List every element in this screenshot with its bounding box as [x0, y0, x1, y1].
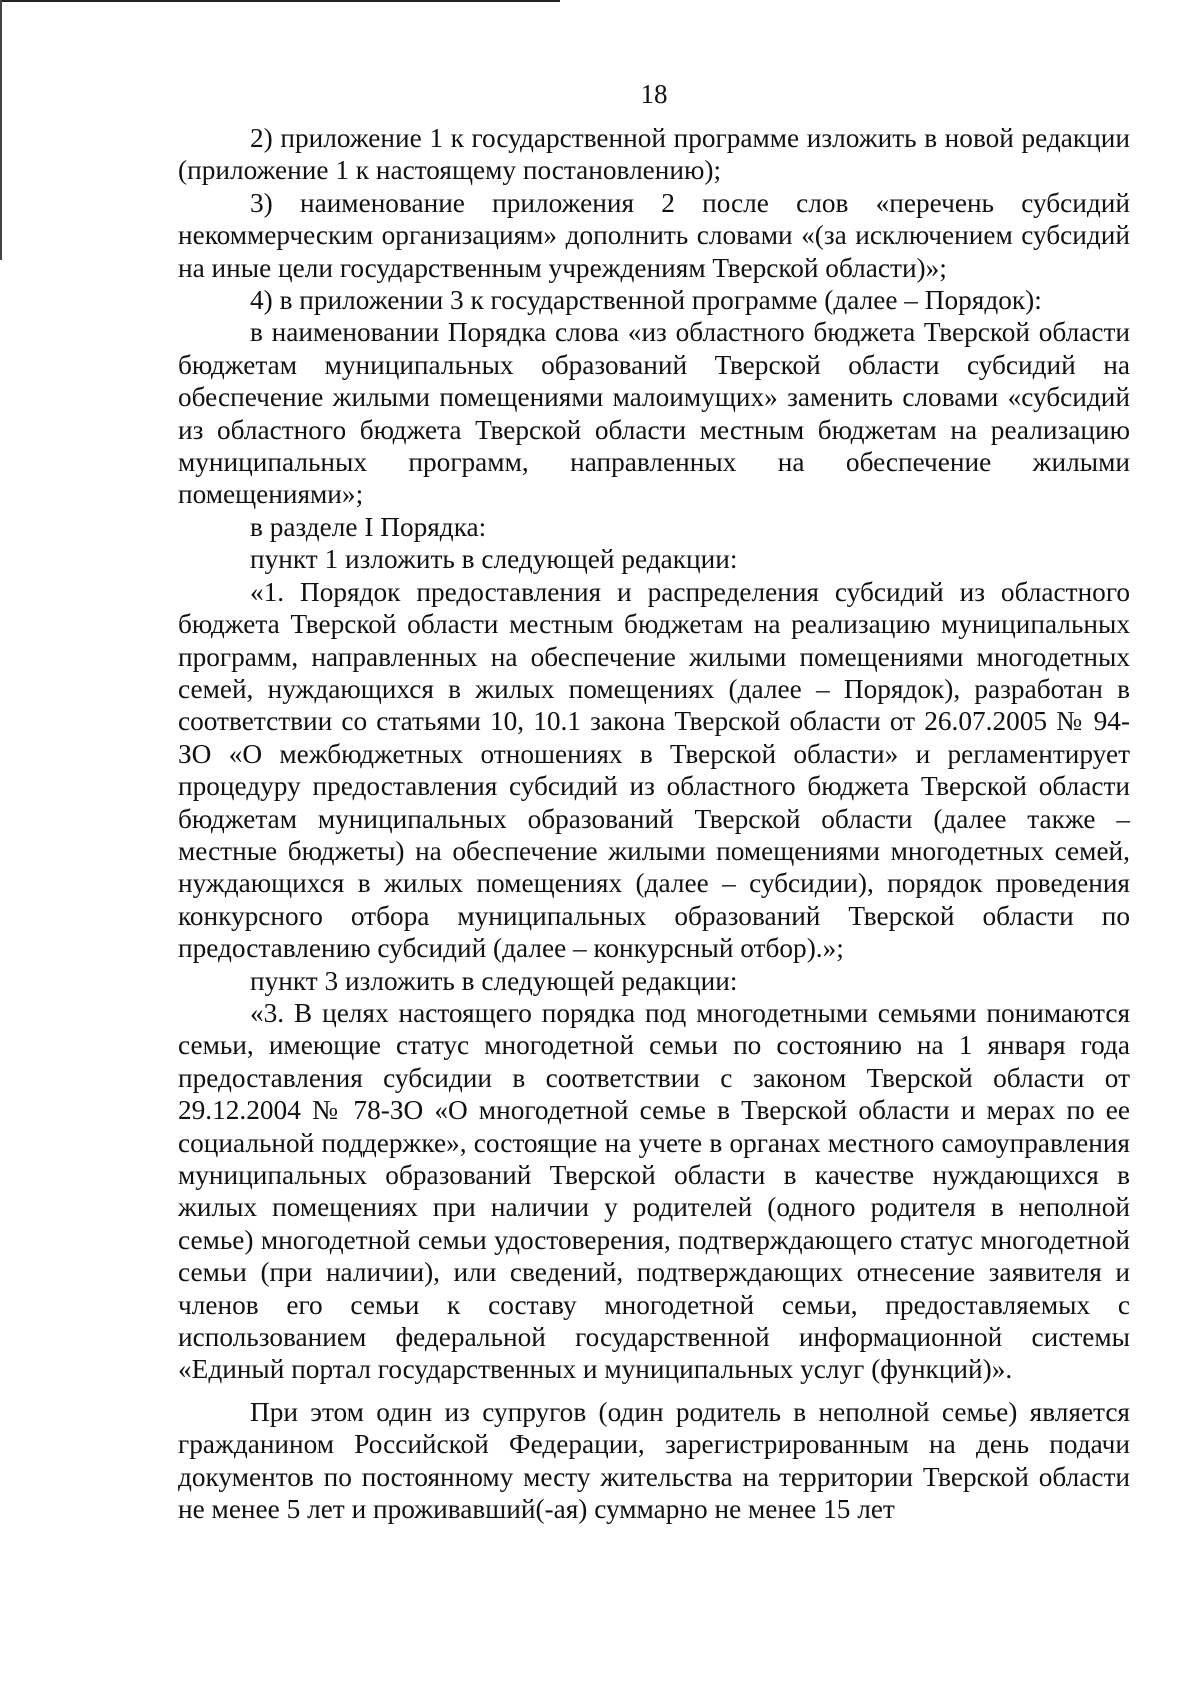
paragraph-point-1-text: «1. Порядок предоставления и распределения субсидий из областного бюджета Тверской области местным бюджетам на реализацию муниципальных программ, направленных на обеспечение жилыми помещениями многодетных семей, нуждающихся в жилых помещениях (далее – Порядок), разработан в соответствии со статьями 10, 10.1 закона Тверской области от 26.07.2005 № 94-ЗО «О межбюджетных отношениях в Тверской области» и регламентирует процедуру предоставления субсидий из областного бюджета Тверской области бюджетам муниципальных образований Тверской области (далее также – местные бюджеты) на обеспечение жилыми помещениями многодетных семей, нуждающихся в жилых помещениях (далее – субсидии), порядок проведения конкурсного отбора муниципальных образований Тверской области по предоставлению субсидий (далее – конкурсный отбор).»; [178, 576, 1130, 964]
document-page [178, 78, 1130, 1525]
paragraph-section-1: в разделе I Порядка: [250, 511, 487, 542]
scan-edge-top [0, 0, 560, 2]
paragraph-point-3-intro: пункт 3 изложить в следующей редакции: [250, 965, 738, 996]
paragraph-order-title: в наименовании Порядка слова «из областного бюджета Тверской области бюджетам муниципальных образований Тверской области субсидий на обеспечение жилыми помещениями малоимущих» заменить словами «субсидий из областного бюджета Тверской области местным бюджетам на реализацию муниципальных программ, направленных на обеспечение жилыми помещениями»; [178, 317, 1130, 510]
scan-edge-left [0, 0, 2, 260]
paragraph-item-2: 2) приложение 1 к государственной программе изложить в новой редакции (приложение 1 к настоящему постановлению); [178, 123, 1130, 186]
paragraph-point-3-text: «3. В целях настоящего порядка под многодетными семьями понимаются семьи, имеющие статус многодетной семьи по состоянию на 1 января года предоставления субсидии в соответствии с законом Тверской области от 29.12.2004 № 78-ЗО «О многодетной семье в Тверской области и мерах по ее социальной поддержке», состоящие на учете в органах местного самоуправления муниципальных образований Тверской области в качестве нуждающихся в жилых помещениях при наличии у родителей (одного родителя в неполной семье) многодетной семьи удостоверения, подтверждающего статус многодетной семьи (при наличии), или сведений, подтверждающих отнесение заявителя и членов его семьи к составу многодетной семьи, предоставляемых с использованием федеральной государственной информационной системы «Единый портал государственных и муниципальных услуг (функций)». [178, 997, 1130, 1385]
paragraph-spouse-condition: При этом один из супругов (один родитель в неполной семье) является гражданином Российской Федерации, зарегистрированным на день подачи документов по постоянному месту жительства на территории Тверской области не менее 5 лет и проживавший(-ая) суммарно не менее 15 лет [178, 1396, 1130, 1525]
page-number: 18 [640, 79, 668, 109]
paragraph-point-1-intro: пункт 1 изложить в следующей редакции: [250, 544, 738, 575]
paragraph-item-4: 4) в приложении 3 к государственной программе (далее – Порядок): [250, 285, 1042, 316]
paragraph-item-3: 3) наименование приложения 2 после слов «перечень субсидий некоммерческим организациям» дополнить словами «(за исключением субсидий на иные цели государственным учреждениям Тверской области)»; [178, 187, 1130, 283]
